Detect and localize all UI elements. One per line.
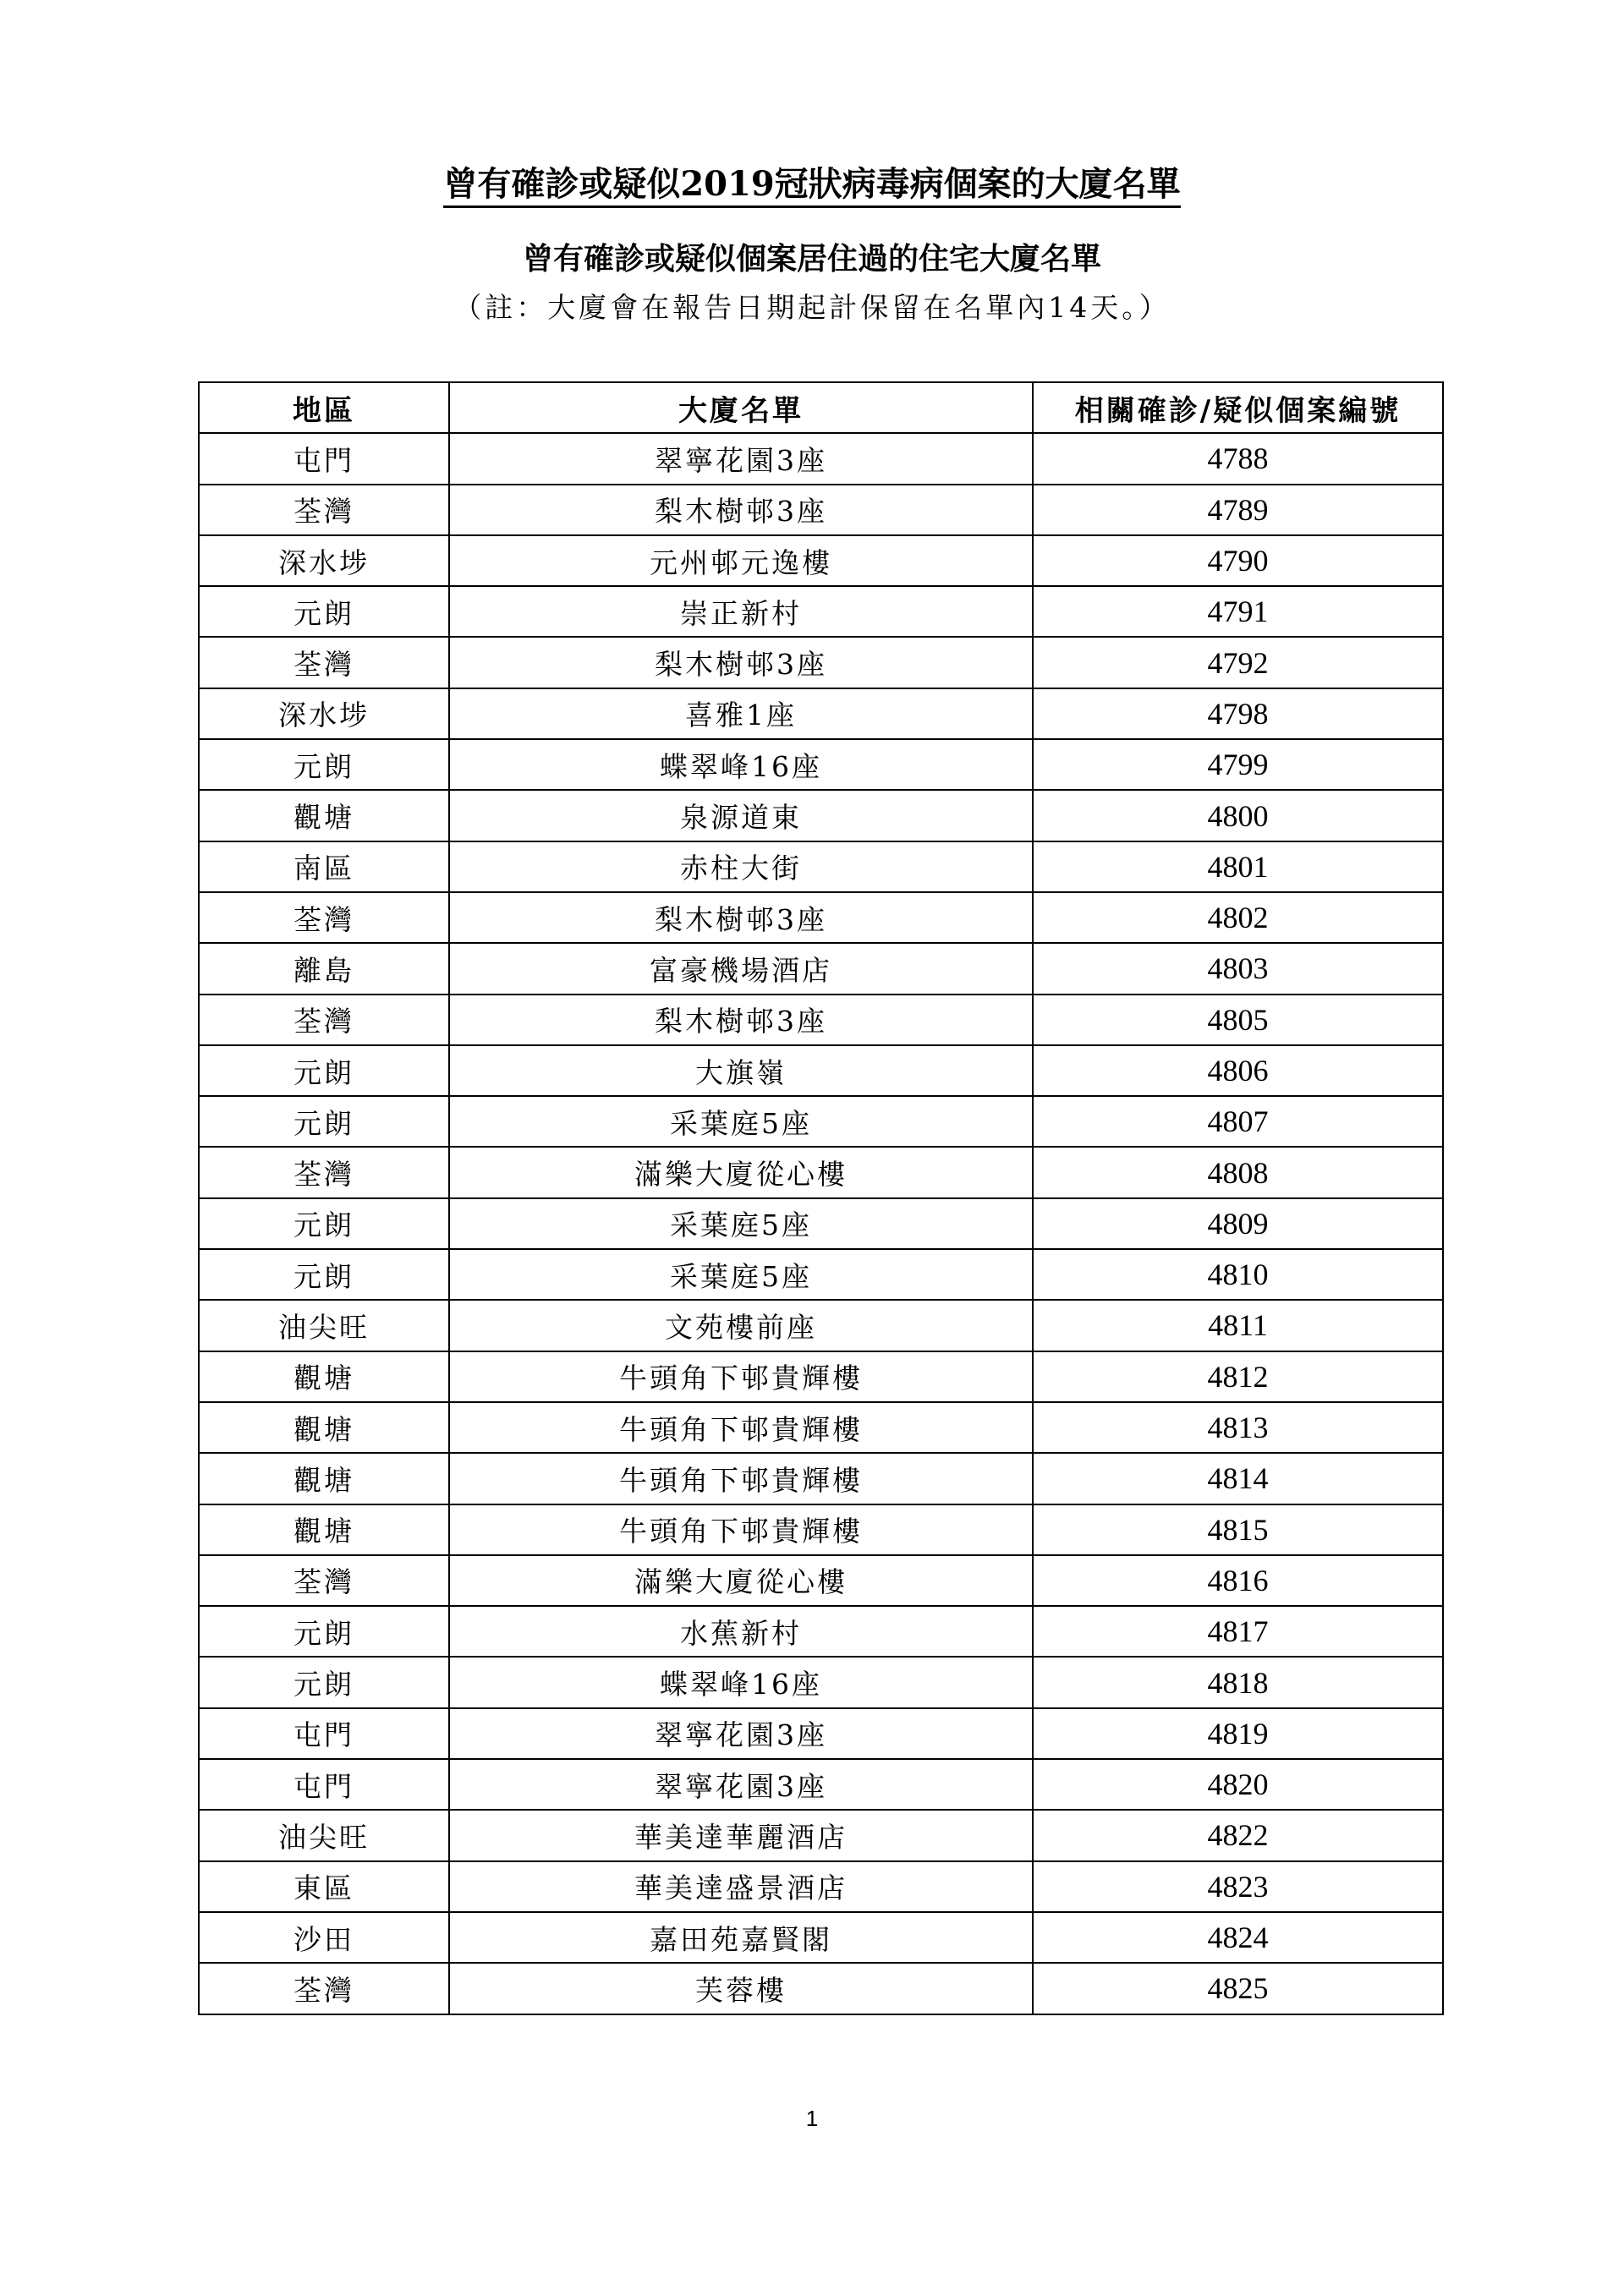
cell-case-number: 4820	[1033, 1759, 1443, 1810]
table-row	[199, 1657, 1443, 1707]
table-row	[199, 1300, 1443, 1351]
cell-building: 采葉庭5座	[449, 1198, 1033, 1249]
cell-building: 喜雅1座	[449, 688, 1033, 739]
cell-case-number: 4812	[1033, 1351, 1443, 1402]
cell-district: 觀塘	[199, 1402, 449, 1453]
cell-district: 元朗	[199, 1045, 449, 1096]
section-subtitle: 曾有確診或疑似個案居住過的住宅大廈名單	[522, 241, 1101, 277]
header-district: 地區	[199, 382, 449, 433]
cell-building: 梨木樹邨3座	[449, 995, 1033, 1045]
cell-case-number: 4808	[1033, 1147, 1443, 1197]
table-row	[199, 1147, 1443, 1197]
cell-district: 油尖旺	[199, 1810, 449, 1860]
cell-district: 沙田	[199, 1912, 449, 1963]
cell-district: 荃灣	[199, 1963, 449, 2014]
table-body	[199, 433, 1443, 2014]
table-row	[199, 1351, 1443, 1402]
cell-building: 華美達華麗酒店	[449, 1810, 1033, 1860]
header-case-numbers: 相關確診/疑似個案編號	[1033, 382, 1443, 433]
cell-district: 元朗	[199, 1249, 449, 1300]
cell-case-number: 4806	[1033, 1045, 1443, 1096]
table-row	[199, 433, 1443, 484]
cell-case-number: 4819	[1033, 1708, 1443, 1759]
retention-note: （註：大廈會在報告日期起計保留在名單內14天。）	[453, 291, 1171, 324]
cell-case-number: 4809	[1033, 1198, 1443, 1249]
table-row	[199, 1198, 1443, 1249]
cell-district: 屯門	[199, 1708, 449, 1759]
cell-building: 翠寧花園3座	[449, 1708, 1033, 1759]
table-row	[199, 1861, 1443, 1912]
table-row	[199, 1249, 1443, 1300]
cell-case-number: 4825	[1033, 1963, 1443, 2014]
cell-building: 蝶翠峰16座	[449, 1657, 1033, 1707]
table-row	[199, 1810, 1443, 1860]
header-building: 大廈名單	[449, 382, 1033, 433]
cell-case-number: 4813	[1033, 1402, 1443, 1453]
cell-case-number: 4791	[1033, 586, 1443, 637]
cell-building: 泉源道東	[449, 790, 1033, 841]
cell-case-number: 4799	[1033, 739, 1443, 790]
cell-building: 富豪機場酒店	[449, 943, 1033, 994]
cell-case-number: 4818	[1033, 1657, 1443, 1707]
cell-building: 滿樂大廈從心樓	[449, 1147, 1033, 1197]
cell-district: 深水埗	[199, 535, 449, 586]
table-row	[199, 1963, 1443, 2014]
cell-building: 牛頭角下邨貴輝樓	[449, 1402, 1033, 1453]
page-title	[0, 159, 1624, 210]
table-row	[199, 790, 1443, 841]
cell-building: 華美達盛景酒店	[449, 1861, 1033, 1912]
cell-case-number: 4803	[1033, 943, 1443, 994]
cell-building: 元州邨元逸樓	[449, 535, 1033, 586]
table-header-row	[199, 382, 1443, 433]
cell-building: 赤柱大街	[449, 841, 1033, 892]
cell-building: 梨木樹邨3座	[449, 485, 1033, 535]
cell-district: 荃灣	[199, 485, 449, 535]
cell-district: 荃灣	[199, 892, 449, 943]
cell-building: 牛頭角下邨貴輝樓	[449, 1351, 1033, 1402]
table-row	[199, 535, 1443, 586]
cell-case-number: 4802	[1033, 892, 1443, 943]
table-row	[199, 485, 1443, 535]
cell-district: 離島	[199, 943, 449, 994]
cell-building: 梨木樹邨3座	[449, 892, 1033, 943]
cell-case-number: 4810	[1033, 1249, 1443, 1300]
table-row	[199, 1045, 1443, 1096]
cell-building: 牛頭角下邨貴輝樓	[449, 1504, 1033, 1555]
cell-district: 荃灣	[199, 995, 449, 1045]
cell-case-number: 4807	[1033, 1096, 1443, 1147]
table-row	[199, 1759, 1443, 1810]
cell-case-number: 4792	[1033, 637, 1443, 688]
table-row	[199, 892, 1443, 943]
cell-building: 蝶翠峰16座	[449, 739, 1033, 790]
cell-building: 大旗嶺	[449, 1045, 1033, 1096]
cell-building: 崇正新村	[449, 586, 1033, 637]
cell-case-number: 4798	[1033, 688, 1443, 739]
cell-case-number: 4788	[1033, 433, 1443, 484]
cell-district: 荃灣	[199, 1555, 449, 1606]
cell-case-number: 4789	[1033, 485, 1443, 535]
table-row	[199, 586, 1443, 637]
cell-district: 東區	[199, 1861, 449, 1912]
cell-district: 油尖旺	[199, 1300, 449, 1351]
cell-district: 深水埗	[199, 688, 449, 739]
cell-case-number: 4816	[1033, 1555, 1443, 1606]
cell-building: 嘉田苑嘉賢閣	[449, 1912, 1033, 1963]
cell-case-number: 4801	[1033, 841, 1443, 892]
cell-case-number: 4822	[1033, 1810, 1443, 1860]
cell-district: 觀塘	[199, 1504, 449, 1555]
cell-district: 南區	[199, 841, 449, 892]
cell-building: 文苑樓前座	[449, 1300, 1033, 1351]
cell-building: 采葉庭5座	[449, 1249, 1033, 1300]
cell-district: 元朗	[199, 1198, 449, 1249]
table-row	[199, 1504, 1443, 1555]
page-title-text: 曾有確診或疑似2019冠狀病毒病個案的大廈名單	[443, 164, 1180, 208]
cell-case-number: 4823	[1033, 1861, 1443, 1912]
cell-case-number: 4824	[1033, 1912, 1443, 1963]
table-row	[199, 688, 1443, 739]
buildings-table	[198, 381, 1444, 2015]
table-row	[199, 739, 1443, 790]
cell-building: 牛頭角下邨貴輝樓	[449, 1453, 1033, 1504]
cell-district: 觀塘	[199, 790, 449, 841]
table-row	[199, 995, 1443, 1045]
table-row	[199, 943, 1443, 994]
cell-district: 元朗	[199, 1096, 449, 1147]
cell-building: 芙蓉樓	[449, 1963, 1033, 2014]
cell-district: 屯門	[199, 433, 449, 484]
table-row	[199, 1606, 1443, 1657]
table-row	[199, 1402, 1443, 1453]
page-number: 1	[805, 2106, 819, 2131]
cell-case-number: 4815	[1033, 1504, 1443, 1555]
cell-case-number: 4814	[1033, 1453, 1443, 1504]
cell-building: 采葉庭5座	[449, 1096, 1033, 1147]
cell-building: 翠寧花園3座	[449, 1759, 1033, 1810]
cell-district: 觀塘	[199, 1351, 449, 1402]
cell-case-number: 4800	[1033, 790, 1443, 841]
table-row	[199, 1453, 1443, 1504]
cell-district: 元朗	[199, 586, 449, 637]
cell-case-number: 4811	[1033, 1300, 1443, 1351]
table-row	[199, 637, 1443, 688]
cell-district: 屯門	[199, 1759, 449, 1810]
table-row	[199, 1708, 1443, 1759]
cell-case-number: 4790	[1033, 535, 1443, 586]
cell-district: 荃灣	[199, 637, 449, 688]
table-row	[199, 1555, 1443, 1606]
table-row	[199, 1912, 1443, 1963]
cell-case-number: 4817	[1033, 1606, 1443, 1657]
cell-district: 元朗	[199, 1606, 449, 1657]
cell-district: 觀塘	[199, 1453, 449, 1504]
cell-district: 荃灣	[199, 1147, 449, 1197]
cell-building: 滿樂大廈從心樓	[449, 1555, 1033, 1606]
cell-district: 元朗	[199, 1657, 449, 1707]
cell-case-number: 4805	[1033, 995, 1443, 1045]
cell-building: 翠寧花園3座	[449, 433, 1033, 484]
table-row	[199, 841, 1443, 892]
table-row	[199, 1096, 1443, 1147]
cell-district: 元朗	[199, 739, 449, 790]
cell-building: 梨木樹邨3座	[449, 637, 1033, 688]
cell-building: 水蕉新村	[449, 1606, 1033, 1657]
